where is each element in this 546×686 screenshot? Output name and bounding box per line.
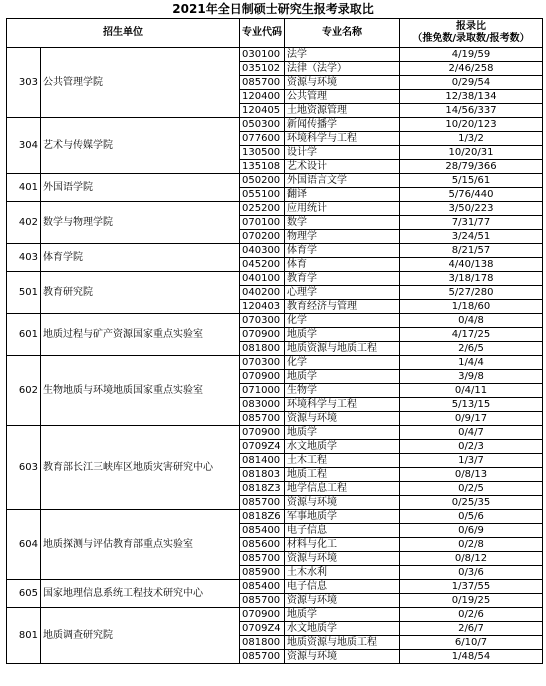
ratio-cell: 3/9/8 (400, 370, 543, 384)
header-major: 专业名称 (285, 19, 400, 48)
major-name-cell: 化学 (285, 356, 400, 370)
ratio-cell: 28/79/366 (400, 160, 543, 174)
ratio-cell: 7/31/77 (400, 216, 543, 230)
unit-name-cell: 教育部长江三峡库区地质灾害研究中心 (41, 426, 240, 510)
major-code-cell: 070900 (240, 370, 285, 384)
ratio-cell: 4/17/25 (400, 328, 543, 342)
table-row (7, 580, 543, 594)
major-name-cell: 地质学 (285, 608, 400, 622)
major-name-cell: 土木水利 (285, 566, 400, 580)
ratio-cell: 14/56/337 (400, 104, 543, 118)
major-code-cell: 050300 (240, 118, 285, 132)
unit-code-cell: 401 (7, 174, 41, 202)
ratio-cell: 1/3/7 (400, 454, 543, 468)
ratio-cell: 2/6/7 (400, 622, 543, 636)
major-code-cell: 085400 (240, 524, 285, 538)
major-name-cell: 地学信息工程 (285, 482, 400, 496)
ratio-cell: 0/2/3 (400, 440, 543, 454)
table-row (7, 510, 543, 524)
unit-code-cell: 603 (7, 426, 41, 510)
unit-name-cell: 外国语学院 (41, 174, 240, 202)
ratio-cell: 0/4/7 (400, 426, 543, 440)
unit-name-cell: 公共管理学院 (41, 48, 240, 118)
header-code: 专业代码 (240, 19, 285, 48)
ratio-cell: 0/6/9 (400, 524, 543, 538)
major-name-cell: 电子信息 (285, 524, 400, 538)
page-title: 2021年全日制硕士研究生报考录取比 (172, 2, 374, 16)
major-name-cell: 材料与化工 (285, 538, 400, 552)
major-code-cell: 120403 (240, 300, 285, 314)
ratio-cell: 1/37/55 (400, 580, 543, 594)
table-body (7, 48, 543, 664)
major-code-cell: 070300 (240, 356, 285, 370)
major-code-cell: 050200 (240, 174, 285, 188)
ratio-cell: 0/19/25 (400, 594, 543, 608)
header-unit: 招生单位 (7, 19, 240, 48)
header-ratio-subtitle: （推免数/录取数/报考数） (412, 33, 530, 44)
unit-name-cell: 地质探测与评估教育部重点实验室 (41, 510, 240, 580)
major-code-cell: 085700 (240, 496, 285, 510)
major-name-cell: 地质工程 (285, 468, 400, 482)
major-name-cell: 环境科学与工程 (285, 132, 400, 146)
header-ratio-title: 报录比 (456, 21, 486, 32)
ratio-cell: 0/2/8 (400, 538, 543, 552)
major-name-cell: 军事地质学 (285, 510, 400, 524)
major-code-cell: 070900 (240, 328, 285, 342)
major-code-cell: 0709Z4 (240, 622, 285, 636)
ratio-cell: 0/2/6 (400, 608, 543, 622)
unit-code-cell: 403 (7, 244, 41, 272)
major-code-cell: 0818Z3 (240, 482, 285, 496)
ratio-cell: 0/3/6 (400, 566, 543, 580)
major-code-cell: 040200 (240, 286, 285, 300)
major-code-cell: 120405 (240, 104, 285, 118)
major-name-cell: 艺术设计 (285, 160, 400, 174)
major-code-cell: 085900 (240, 566, 285, 580)
ratio-cell: 0/5/6 (400, 510, 543, 524)
major-code-cell: 081800 (240, 636, 285, 650)
major-code-cell: 035102 (240, 62, 285, 76)
major-code-cell: 120400 (240, 90, 285, 104)
unit-name-cell: 体育学院 (41, 244, 240, 272)
unit-name-cell: 教育研究院 (41, 272, 240, 314)
unit-code-cell: 501 (7, 272, 41, 314)
admission-ratio-table (6, 18, 543, 664)
major-code-cell: 040100 (240, 272, 285, 286)
ratio-cell: 0/25/35 (400, 496, 543, 510)
ratio-cell: 0/2/5 (400, 482, 543, 496)
major-code-cell: 085400 (240, 580, 285, 594)
table-row (7, 272, 543, 286)
table-row (7, 608, 543, 622)
ratio-cell: 4/40/138 (400, 258, 543, 272)
major-code-cell: 085700 (240, 76, 285, 90)
ratio-cell: 0/8/13 (400, 468, 543, 482)
ratio-cell: 1/18/60 (400, 300, 543, 314)
major-name-cell: 心理学 (285, 286, 400, 300)
table-row (7, 426, 543, 440)
unit-code-cell: 402 (7, 202, 41, 244)
ratio-cell: 0/9/17 (400, 412, 543, 426)
major-code-cell: 085700 (240, 552, 285, 566)
ratio-cell: 3/18/178 (400, 272, 543, 286)
ratio-cell: 8/21/57 (400, 244, 543, 258)
major-name-cell: 体育 (285, 258, 400, 272)
header-ratio (400, 19, 543, 48)
major-code-cell: 083000 (240, 398, 285, 412)
ratio-cell: 0/4/11 (400, 384, 543, 398)
major-code-cell: 085700 (240, 412, 285, 426)
ratio-cell: 10/20/123 (400, 118, 543, 132)
unit-name-cell: 艺术与传媒学院 (41, 118, 240, 174)
ratio-cell: 0/29/54 (400, 76, 543, 90)
major-code-cell: 071000 (240, 384, 285, 398)
major-code-cell: 081803 (240, 468, 285, 482)
unit-name-cell: 地质调查研究院 (41, 608, 240, 664)
major-code-cell: 135108 (240, 160, 285, 174)
table-row (7, 356, 543, 370)
ratio-cell: 5/13/15 (400, 398, 543, 412)
unit-code-cell: 601 (7, 314, 41, 356)
major-name-cell: 资源与环境 (285, 412, 400, 426)
major-code-cell: 085600 (240, 538, 285, 552)
ratio-cell: 5/76/440 (400, 188, 543, 202)
unit-code-cell: 304 (7, 118, 41, 174)
major-name-cell: 应用统计 (285, 202, 400, 216)
ratio-cell: 0/4/8 (400, 314, 543, 328)
unit-name-cell: 地质过程与矿产资源国家重点实验室 (41, 314, 240, 356)
major-name-cell: 法学 (285, 48, 400, 62)
unit-name-cell: 数学与物理学院 (41, 202, 240, 244)
table-row (7, 174, 543, 188)
ratio-cell: 3/24/51 (400, 230, 543, 244)
major-code-cell: 085700 (240, 650, 285, 664)
ratio-cell: 1/4/4 (400, 356, 543, 370)
table-row (7, 118, 543, 132)
major-name-cell: 数学 (285, 216, 400, 230)
major-name-cell: 法律（法学） (285, 62, 400, 76)
major-name-cell: 土地资源管理 (285, 104, 400, 118)
unit-code-cell: 303 (7, 48, 41, 118)
major-code-cell: 025200 (240, 202, 285, 216)
major-name-cell: 电子信息 (285, 580, 400, 594)
major-name-cell: 体育学 (285, 244, 400, 258)
ratio-cell: 2/6/5 (400, 342, 543, 356)
ratio-cell: 5/27/280 (400, 286, 543, 300)
major-code-cell: 085700 (240, 594, 285, 608)
ratio-cell: 3/50/223 (400, 202, 543, 216)
ratio-cell: 10/20/31 (400, 146, 543, 160)
major-name-cell: 设计学 (285, 146, 400, 160)
major-code-cell: 081400 (240, 454, 285, 468)
major-name-cell: 地质学 (285, 328, 400, 342)
unit-code-cell: 801 (7, 608, 41, 664)
major-name-cell: 物理学 (285, 230, 400, 244)
major-name-cell: 资源与环境 (285, 594, 400, 608)
major-name-cell: 资源与环境 (285, 76, 400, 90)
major-code-cell: 070100 (240, 216, 285, 230)
table-row (7, 314, 543, 328)
major-code-cell: 081800 (240, 342, 285, 356)
major-name-cell: 资源与环境 (285, 496, 400, 510)
major-name-cell: 化学 (285, 314, 400, 328)
major-code-cell: 0709Z4 (240, 440, 285, 454)
major-name-cell: 资源与环境 (285, 650, 400, 664)
major-name-cell: 土木工程 (285, 454, 400, 468)
major-code-cell: 077600 (240, 132, 285, 146)
major-code-cell: 055100 (240, 188, 285, 202)
major-code-cell: 045200 (240, 258, 285, 272)
unit-name-cell: 国家地理信息系统工程技术研究中心 (41, 580, 240, 608)
table-row (7, 202, 543, 216)
major-name-cell: 公共管理 (285, 90, 400, 104)
unit-code-cell: 605 (7, 580, 41, 608)
table-header-row (7, 19, 543, 48)
ratio-cell: 12/38/134 (400, 90, 543, 104)
major-name-cell: 翻译 (285, 188, 400, 202)
unit-code-cell: 604 (7, 510, 41, 580)
ratio-cell: 5/15/61 (400, 174, 543, 188)
major-name-cell: 教育经济与管理 (285, 300, 400, 314)
ratio-cell: 4/19/59 (400, 48, 543, 62)
major-name-cell: 外国语言文学 (285, 174, 400, 188)
major-name-cell: 新闻传播学 (285, 118, 400, 132)
major-name-cell: 地质学 (285, 370, 400, 384)
table-row (7, 48, 543, 62)
major-name-cell: 水文地质学 (285, 622, 400, 636)
major-name-cell: 水文地质学 (285, 440, 400, 454)
major-code-cell: 070200 (240, 230, 285, 244)
ratio-cell: 2/46/258 (400, 62, 543, 76)
unit-name-cell: 生物地质与环境地质国家重点实验室 (41, 356, 240, 426)
major-code-cell: 130500 (240, 146, 285, 160)
major-name-cell: 地质资源与地质工程 (285, 342, 400, 356)
unit-code-cell: 602 (7, 356, 41, 426)
ratio-cell: 6/10/7 (400, 636, 543, 650)
major-name-cell: 环境科学与工程 (285, 398, 400, 412)
major-name-cell: 生物学 (285, 384, 400, 398)
major-name-cell: 地质学 (285, 426, 400, 440)
major-code-cell: 070300 (240, 314, 285, 328)
major-code-cell: 0818Z6 (240, 510, 285, 524)
major-code-cell: 070900 (240, 608, 285, 622)
major-code-cell: 030100 (240, 48, 285, 62)
ratio-cell: 1/3/2 (400, 132, 543, 146)
ratio-cell: 1/48/54 (400, 650, 543, 664)
major-name-cell: 地质资源与地质工程 (285, 636, 400, 650)
major-code-cell: 040300 (240, 244, 285, 258)
table-row (7, 244, 543, 258)
major-code-cell: 070900 (240, 426, 285, 440)
major-name-cell: 教育学 (285, 272, 400, 286)
major-name-cell: 资源与环境 (285, 552, 400, 566)
ratio-cell: 0/8/12 (400, 552, 543, 566)
